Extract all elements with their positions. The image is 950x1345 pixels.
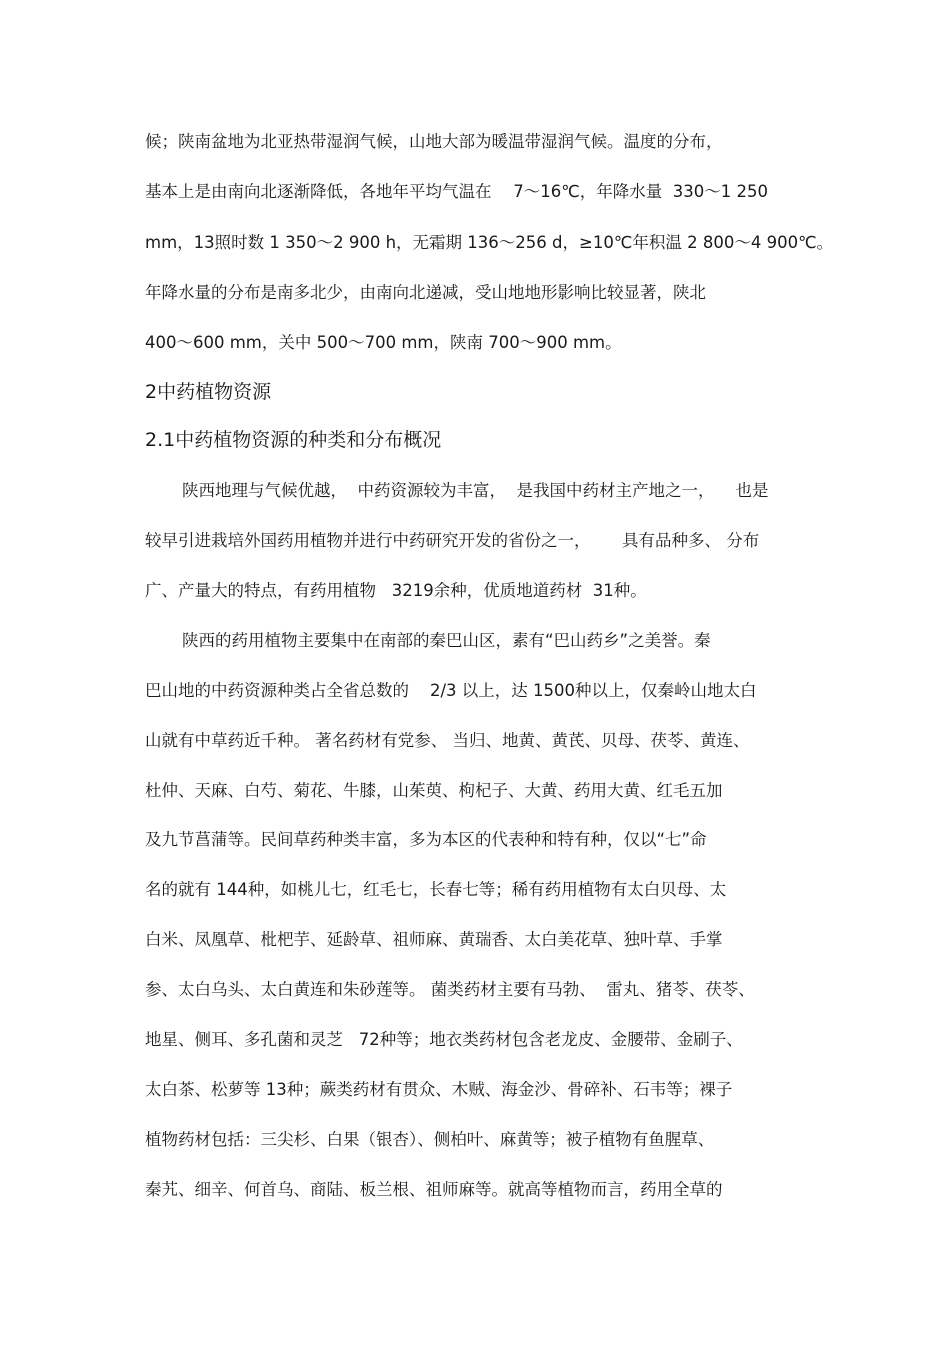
paragraph-line: 陕西地理与气候优越， 中药资源较为丰富， 是我国中药材主产地之一， 也是 — [182, 481, 769, 500]
subsection-heading: 2.1中药植物资源的种类和分布概况 — [145, 429, 442, 451]
paragraph-line: 广、产量大的特点，有药用植物 3219余种，优质地道药材 31种。 — [145, 581, 647, 600]
text-line: 400～600 mm，关中 500～700 mm，陕南 700～900 mm。 — [145, 333, 622, 352]
paragraph-line: 较早引进栽培外国药用植物并进行中药研究开发的省份之一， 具有品种多、 分布 — [145, 531, 760, 550]
section-heading: 2中药植物资源 — [145, 381, 272, 403]
paragraph-line: 白米、凤凰草、枇杷芋、延龄草、祖师麻、黄瑞香、太白美花草、独叶草、手掌 — [145, 930, 723, 949]
paragraph-line: 秦艽、细辛、何首乌、商陆、板兰根、祖师麻等。就高等植物而言，药用全草的 — [145, 1180, 723, 1199]
text-line: mm，13照时数 1 350～2 900 h，无霜期 136～256 d，≥10℃年积温 2 800～4 900℃。 — [145, 233, 834, 252]
paragraph-line: 太白茶、松萝等 13种；蕨类药材有贯众、木贼、海金沙、骨碎补、石韦等；裸子 — [145, 1080, 733, 1099]
paragraph-line: 及九节菖蒲等。民间草药种类丰富，多为本区的代表种和特有种，仅以“七”命 — [145, 830, 707, 849]
text-line: 基本上是由南向北逐渐降低，各地年平均气温在 7～16℃，年降水量 330～1 250 — [145, 182, 768, 201]
paragraph-line: 巴山地的中药资源种类占全省总数的 2/3 以上，达 1500种以上，仅秦岭山地太白 — [145, 681, 757, 700]
paragraph-line: 参、太白乌头、太白黄连和朱砂莲等。 菌类药材主要有马勃、 雷丸、猪苓、茯苓、 — [145, 980, 755, 999]
paragraph-line: 山就有中草药近千种。 著名药材有党参、 当归、地黄、黄芪、贝母、茯苓、黄连、 — [145, 731, 750, 750]
paragraph-line: 地星、侧耳、多孔菌和灵芝 72种等；地衣类药材包含老龙皮、金腰带、金刷子、 — [145, 1030, 743, 1049]
paragraph-line: 植物药材包括：三尖杉、白果（银杏）、侧柏叶、麻黄等；被子植物有鱼腥草、 — [145, 1130, 715, 1149]
paragraph-line: 名的就有 144种，如桃儿七，红毛七，长春七等；稀有药用植物有太白贝母、太 — [145, 880, 727, 899]
paragraph-line: 陕西的药用植物主要集中在南部的秦巴山区，素有“巴山药乡”之美誉。秦 — [182, 631, 711, 650]
paragraph-line: 杜仲、天麻、白芍、菊花、牛膝，山茱萸、枸杞子、大黄、药用大黄、红毛五加 — [145, 781, 723, 800]
text-line: 年降水量的分布是南多北少，由南向北递减，受山地地形影响比较显著，陕北 — [145, 283, 706, 302]
text-line: 候；陕南盆地为北亚热带湿润气候，山地大部为暖温带湿润气候。温度的分布， — [145, 132, 723, 151]
